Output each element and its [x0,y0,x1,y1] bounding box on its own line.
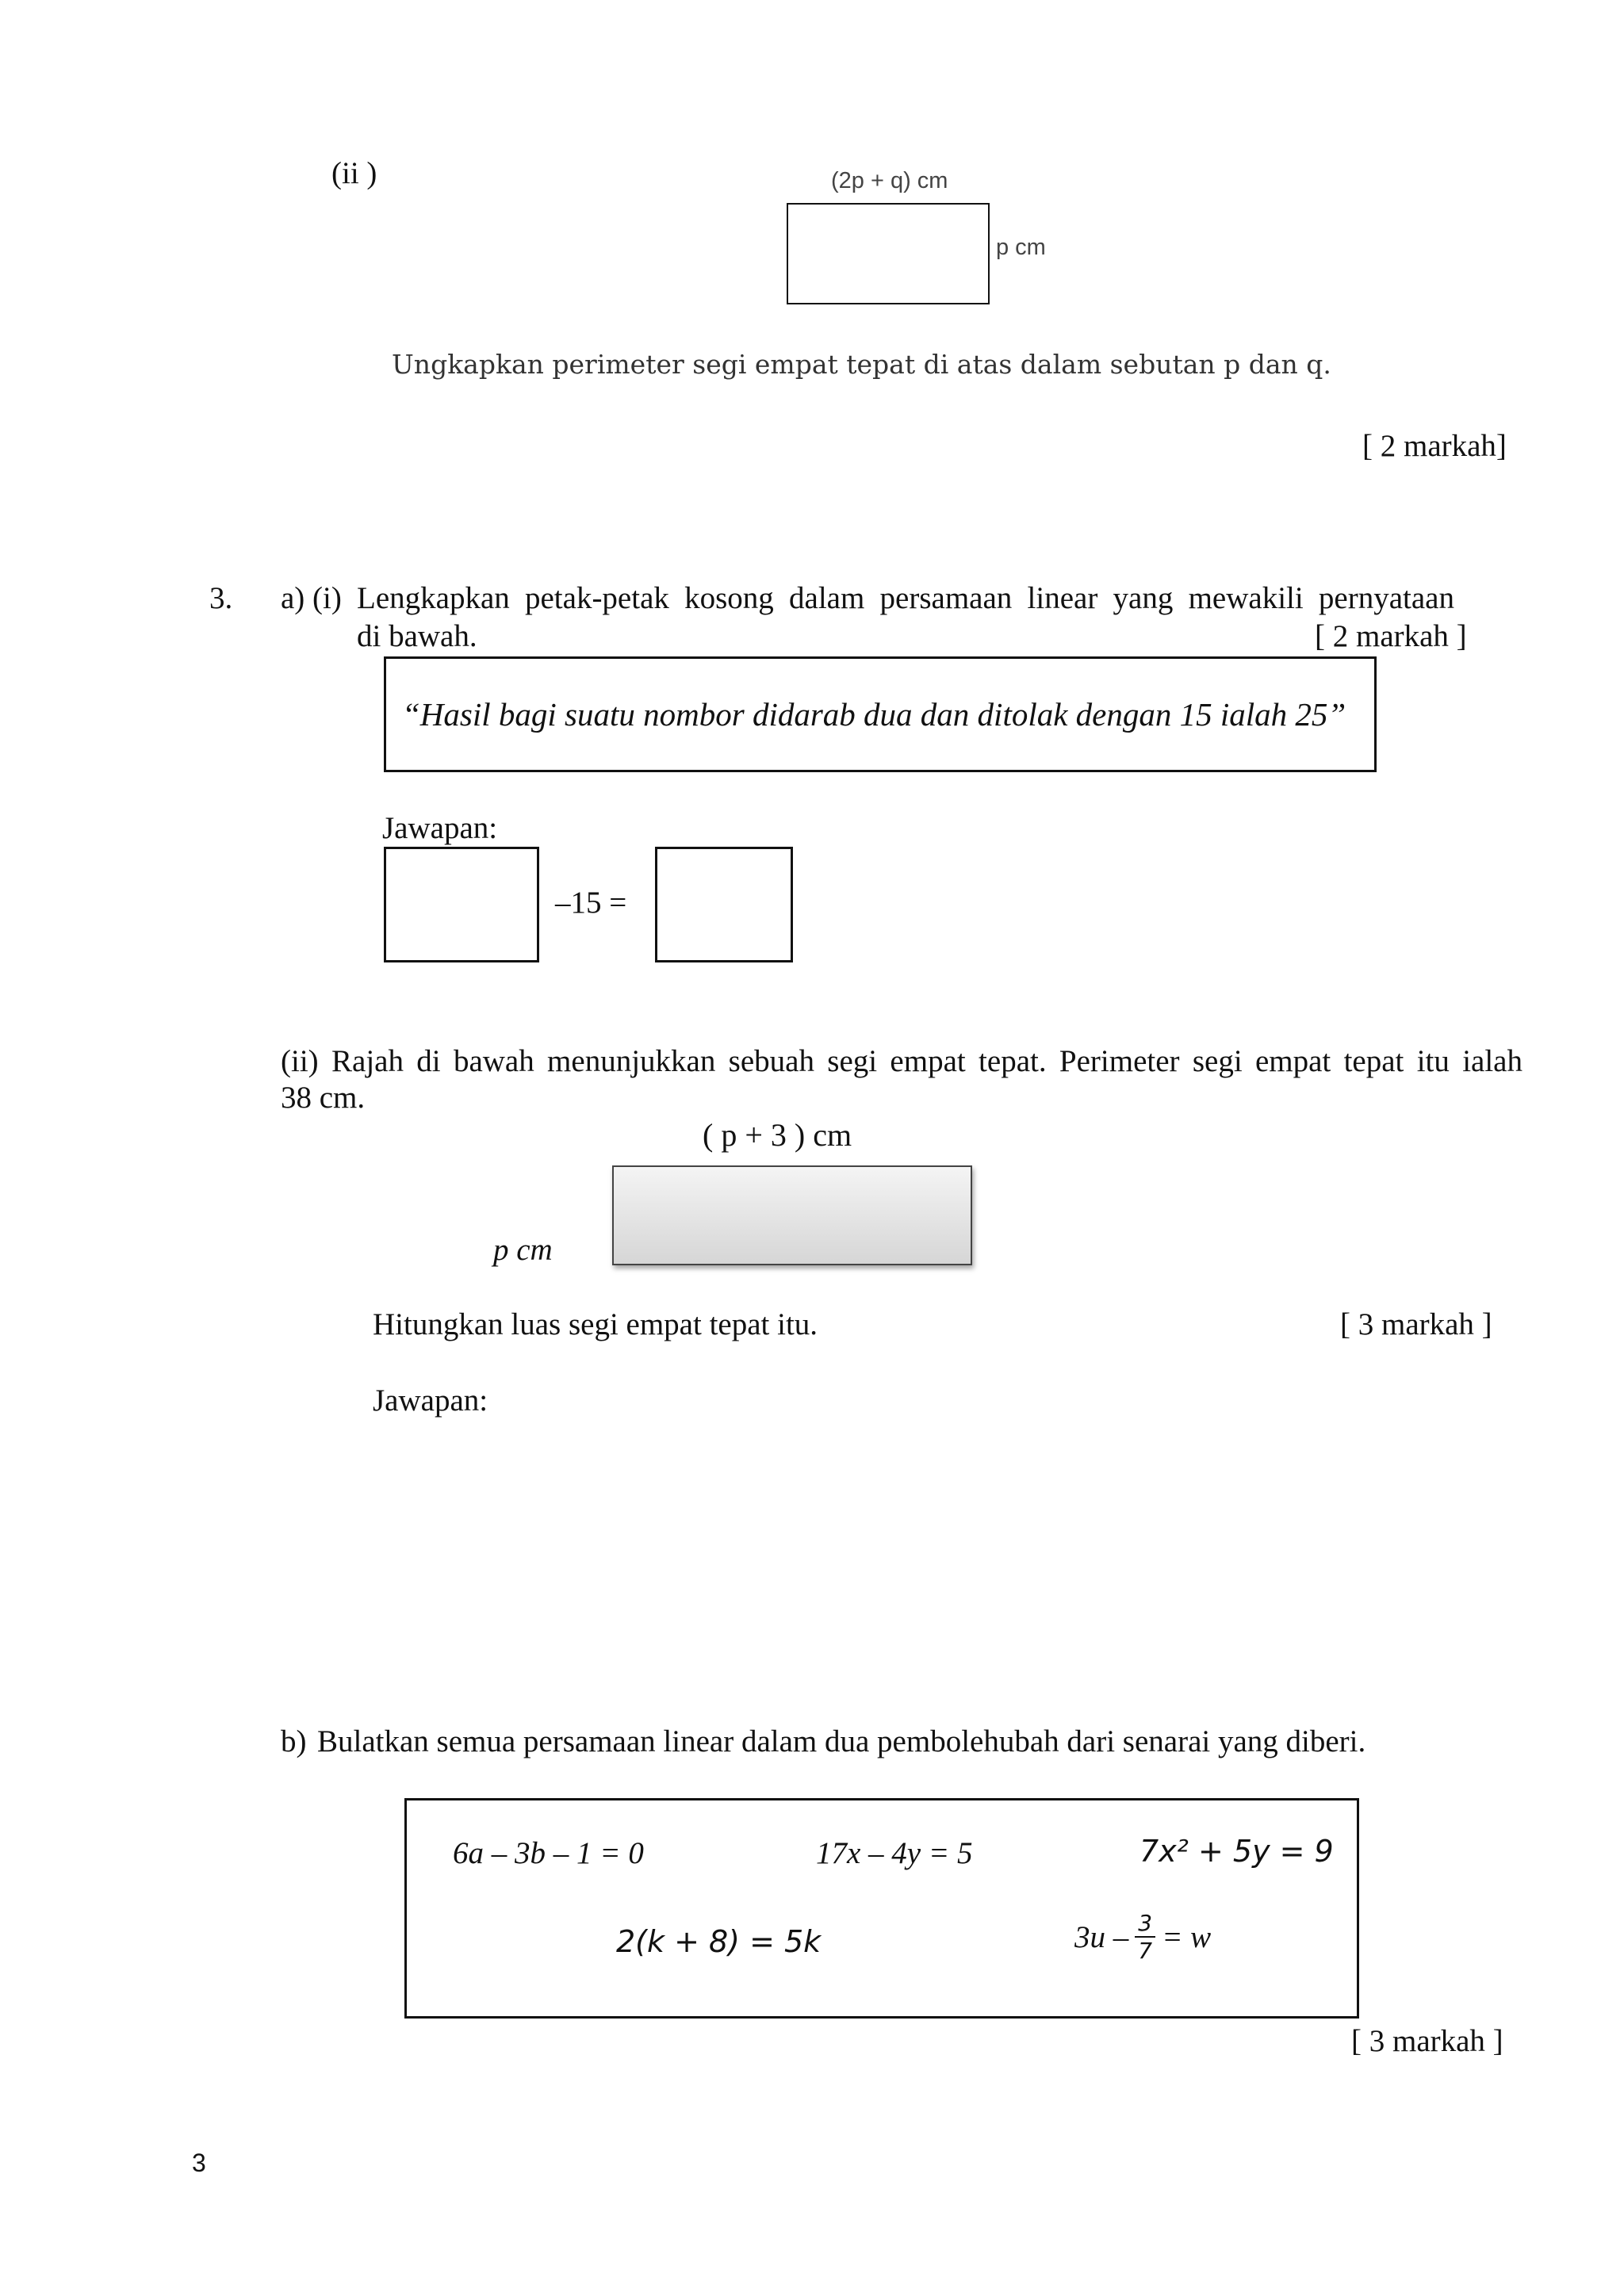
equation-option-2[interactable]: 17x – 4y = 5 [816,1836,973,1870]
statement-box [384,656,1377,772]
q3-b-marks: [ 3 markah ] [1351,2024,1503,2058]
q2ii-question: Ungkapkan perimeter segi empat tepat di atas dalam sebutan p dan q. [392,349,1331,380]
q3-number: 3. [209,581,233,615]
q3-aii-question: Hitungkan luas segi empat tepat itu. [373,1307,818,1341]
equations-box [404,1798,1359,2019]
q3-aii-line1: Rajah di bawah menunjukkan sebuah segi empat tepat. Perimeter segi empat tepat itu ialah [331,1044,1522,1078]
q3-aii-line2: 38 cm. [281,1081,366,1115]
equation-option-3[interactable]: 7x² + 5y = 9 [1139,1834,1334,1869]
q2ii-side-dimension: p cm [996,235,1046,260]
q2ii-marks: [ 2 markah] [1362,429,1507,463]
q3-ai-instruction-line2: di bawah. [357,619,477,653]
equation-5-right: = w [1162,1919,1212,1954]
q2ii-top-dimension: (2p + q) cm [831,168,948,193]
q3-aii-label: (ii) [281,1044,319,1078]
equation-option-5[interactable] [1074,1911,1211,1963]
q3-aii-rectangle [612,1165,972,1265]
equation-option-1[interactable]: 6a – 3b – 1 = 0 [453,1836,644,1870]
q3-ai-answer-label: Jawapan: [382,811,498,845]
equation-5-left: 3u – [1074,1919,1129,1954]
q2ii-label: (ii ) [331,156,377,190]
equation-option-4[interactable]: 2(k + 8) = 5k [616,1924,822,1959]
answer-blank-box-1[interactable] [384,847,539,962]
q3-ai-label: a) (i) [281,581,342,615]
q3-aii-top-dimension: ( p + 3 ) cm [703,1117,852,1153]
q3-b-instruction: Bulatkan semua persamaan linear dalam dua pembolehubah dari senarai yang diberi. [317,1724,1366,1758]
fraction-denominator: 7 [1138,1938,1153,1965]
equation-5-fraction [1135,1911,1155,1963]
fraction-numerator: 3 [1135,1911,1155,1938]
q3-ai-marks: [ 2 markah ] [1315,619,1467,653]
page-number: 3 [192,2149,206,2177]
q3-aii-side-dimension: p cm [493,1233,553,1267]
statement-text: “Hasil bagi suatu nombor didarab dua dan ditolak dengan 15 ialah 25” [402,696,1346,733]
q3-b-label: b) [281,1724,307,1758]
q2ii-rectangle [787,203,990,304]
answer-blank-box-2[interactable] [655,847,793,962]
q3-ai-instruction-line1: Lengkapkan petak-petak kosong dalam persamaan linear yang mewakili pernyataan [357,581,1454,615]
equation-minus-15: –15 = [555,886,627,920]
q3-aii-answer-label: Jawapan: [373,1383,488,1418]
q3-aii-marks: [ 3 markah ] [1340,1307,1492,1341]
